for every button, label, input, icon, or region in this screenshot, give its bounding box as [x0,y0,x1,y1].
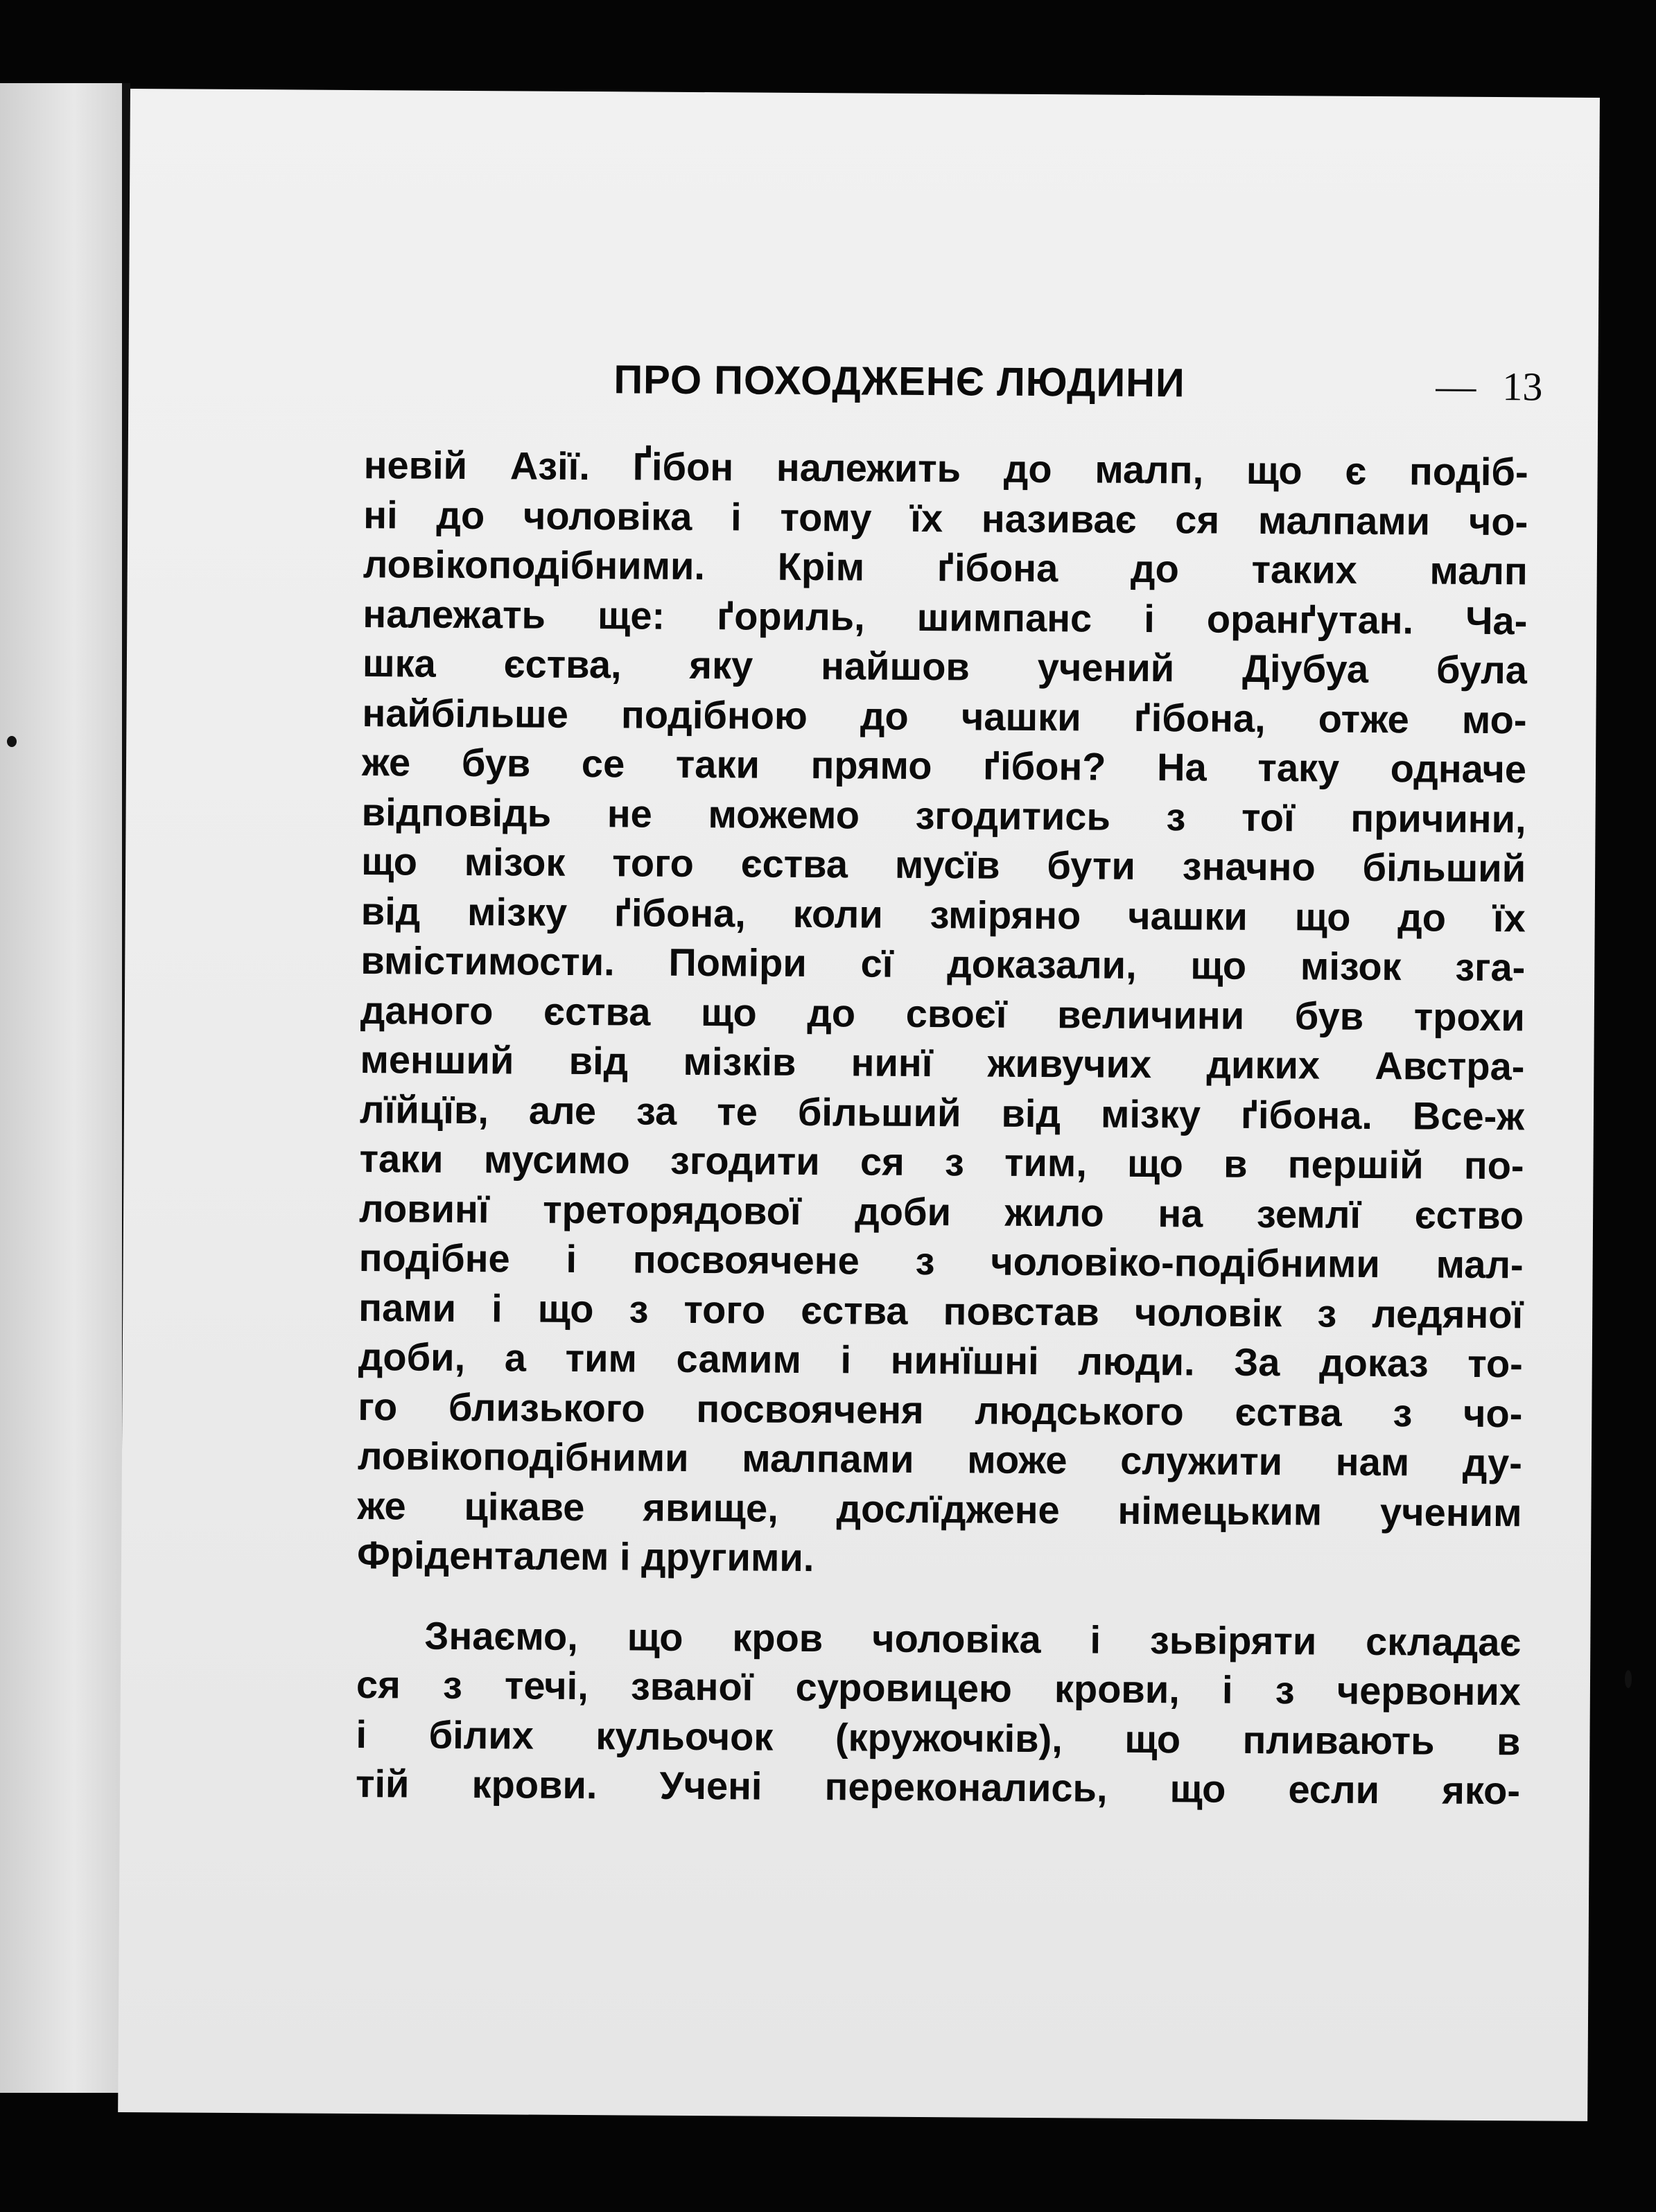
text-line: Фріденталем і другими. [356,1533,814,1580]
text-line: що мізок того єства мусїв бути значно більший [361,839,1526,890]
text-line: пами і що з того єства повстав чоловік з ледяної [358,1285,1524,1336]
text-line: же цікаве явище, дослїджене німецьким ученим [357,1483,1522,1534]
text-line: даного єства що до своєї величини був трохи [360,988,1526,1039]
page-header-title: ПРО ПОХОДЖЕНЄ ЛЮДИНИ [613,357,1185,406]
text-line: від мізку ґібона, коли зміряно чашки що до їх [360,888,1526,940]
running-header [613,356,1543,424]
header-dash: — [1436,363,1476,409]
paragraph [356,1610,1522,1816]
text-line: ні до чоловіка і тому їх називає ся малпами чо- [363,492,1528,543]
page-number [1436,363,1542,410]
text-line: і білих кульочок (кружочків), що пливають в [356,1712,1521,1763]
body-text [356,440,1528,1816]
facing-page-edge [0,83,123,2093]
paragraph [357,440,1528,1587]
text-line: шка єства, яку найшов учений Діубуа була [362,641,1528,692]
text-line: го близького посвояченя людського єства з чо- [358,1384,1523,1435]
book-page [118,89,1600,2121]
text-line: менший від мізків нинї живучих диких Австра- [360,1037,1525,1089]
text-line: ся з течі, званої суровицею крови, і з червоних [356,1662,1522,1714]
text-line: вмістимости. Поміри сї доказали, що мізок зга- [360,938,1526,990]
text-line: подібне і посвоячене з чоловіко-подібними мал- [358,1236,1524,1287]
text-line: же був се таки прямо ґібон? На таку одначе [361,740,1527,791]
page-number-value: 13 [1502,364,1543,410]
text-line: таки мусимо згодити ся з тим, що в першій по- [359,1136,1524,1188]
text-line: найбільше подібною до чашки ґібона, отже мо- [362,690,1527,741]
text-line: тій крови. Учені переконались, що если яко- [355,1762,1521,1813]
text-line: належать ще: ґориль, шимпанс і оранґутан. Ча- [363,591,1528,642]
text-line: Знаємо, що кров чоловіка і зьвіряти складає [424,1613,1522,1664]
text-line: ловікоподібними. Крім ґібона до таких малп [363,542,1528,593]
text-line: невій Азії. Ґібон належить до малп, що є подіб- [363,443,1528,494]
scan-speck [1625,1670,1632,1688]
text-line: ловікоподібними малпами може служити нам ду- [357,1434,1523,1485]
text-line: лїйцїв, але за те більший від мізку ґібона. Все-ж [359,1087,1525,1138]
text-line: ловинї треторядової доби жило на землї єство [358,1186,1524,1237]
scan-speck [7,736,17,747]
text-line: доби, а тим самим і нинїшні люди. За доказ то- [358,1335,1523,1386]
text-line: відповідь не можемо згодитись з тої причини, [361,789,1526,841]
